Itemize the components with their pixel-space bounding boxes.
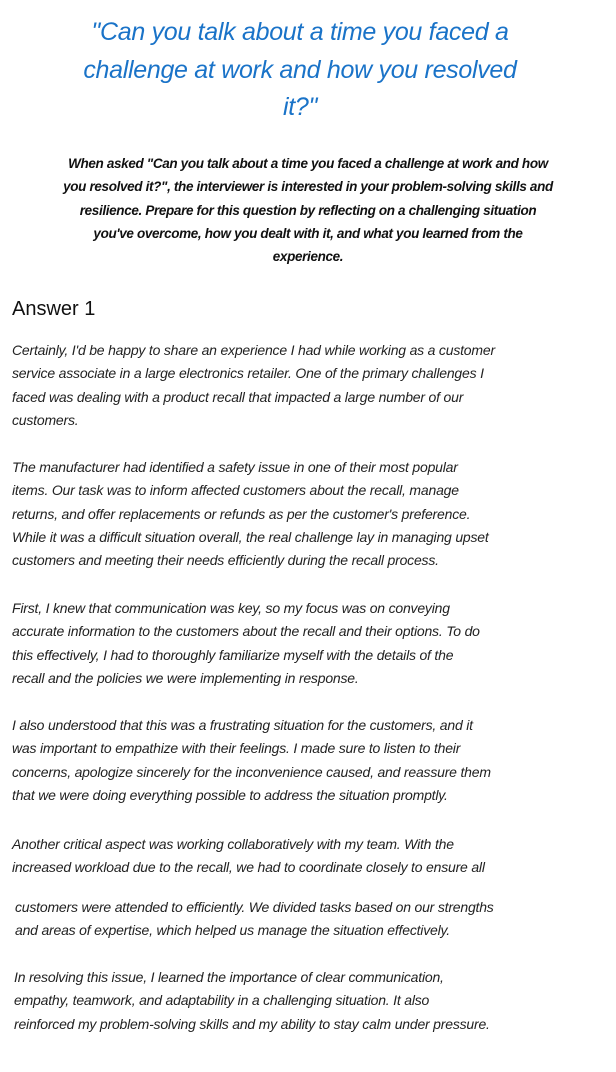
paragraph-line: empathy, teamwork, and adaptability in a challenging situation. It also xyxy=(14,992,430,1009)
answer-paragraph xyxy=(12,339,495,432)
intro-line: you've overcome, how you dealt with it, and what you learned from the xyxy=(93,225,523,241)
intro-paragraph xyxy=(0,152,616,268)
answer-paragraph xyxy=(12,833,485,880)
answer-paragraph xyxy=(12,597,480,690)
paragraph-line: concerns, apologize sincerely for the inconvenience caused, and reassure them xyxy=(12,763,491,780)
paragraph-line: Another critical aspect was working collaboratively with my team. With the xyxy=(12,836,454,852)
paragraph-line: service associate in a large electronics retailer. One of the primary challenges I xyxy=(12,365,484,382)
answer-heading: Answer 1 xyxy=(12,298,96,320)
title-line: "Can you talk about a time you faced a xyxy=(91,18,509,46)
title-line: challenge at work and how you resolved xyxy=(83,55,517,84)
paragraph-line: this effectively, I had to thoroughly familiarize myself with the details of the xyxy=(12,646,454,663)
paragraph-line: accurate information to the customers about the recall and their options. To do xyxy=(12,623,480,640)
paragraph-line: Certainly, I'd be happy to share an experience I had while working as a customer xyxy=(12,342,495,358)
paragraph-line: customers. xyxy=(12,411,79,428)
question-title xyxy=(0,14,600,127)
paragraph-line: increased workload due to the recall, we had to coordinate closely to ensure all xyxy=(12,859,485,876)
paragraph-line: faced was dealing with a product recall that impacted a large number of our xyxy=(12,388,464,405)
paragraph-line: While it was a difficult situation overall, the real challenge lay in managing upset xyxy=(12,528,489,545)
paragraph-line: and areas of expertise, which helped us manage the situation effectively. xyxy=(15,922,450,939)
paragraph-line: was important to empathize with their feelings. I made sure to listen to their xyxy=(12,740,461,757)
paragraph-line: The manufacturer had identified a safety issue in one of their most popular xyxy=(12,459,458,475)
paragraph-line: I also understood that this was a frustrating situation for the customers, and it xyxy=(12,717,473,733)
answer-paragraph xyxy=(14,966,490,1036)
paragraph-line: items. Our task was to inform affected customers about the recall, manage xyxy=(12,482,459,499)
paragraph-line: First, I knew that communication was key, so my focus was on conveying xyxy=(12,600,450,616)
intro-line: When asked "Can you talk about a time you faced a challenge at work and how xyxy=(68,156,548,171)
paragraph-line: customers were attended to efficiently. We divided tasks based on our strengths xyxy=(15,899,494,915)
paragraph-line: reinforced my problem-solving skills and my ability to stay calm under pressure. xyxy=(14,1015,490,1032)
answer-paragraph xyxy=(15,896,494,943)
intro-line: resilience. Prepare for this question by reflecting on a challenging situation xyxy=(79,202,537,218)
paragraph-line: customers and meeting their needs efficiently during the recall process. xyxy=(12,552,439,569)
intro-line: you resolved it?", the interviewer is interested in your problem-solving skills and xyxy=(63,179,553,195)
intro-line: experience. xyxy=(272,249,344,265)
title-line: it?" xyxy=(282,93,318,121)
paragraph-line: In resolving this issue, I learned the importance of clear communication, xyxy=(14,969,444,985)
paragraph-line: returns, and offer replacements or refunds as per the customer's preference. xyxy=(12,505,471,522)
answer-paragraph xyxy=(12,456,489,572)
paragraph-line: that we were doing everything possible to address the situation promptly. xyxy=(12,786,448,803)
paragraph-line: recall and the policies we were implementing in response. xyxy=(12,669,359,686)
answer-paragraph xyxy=(12,714,491,807)
